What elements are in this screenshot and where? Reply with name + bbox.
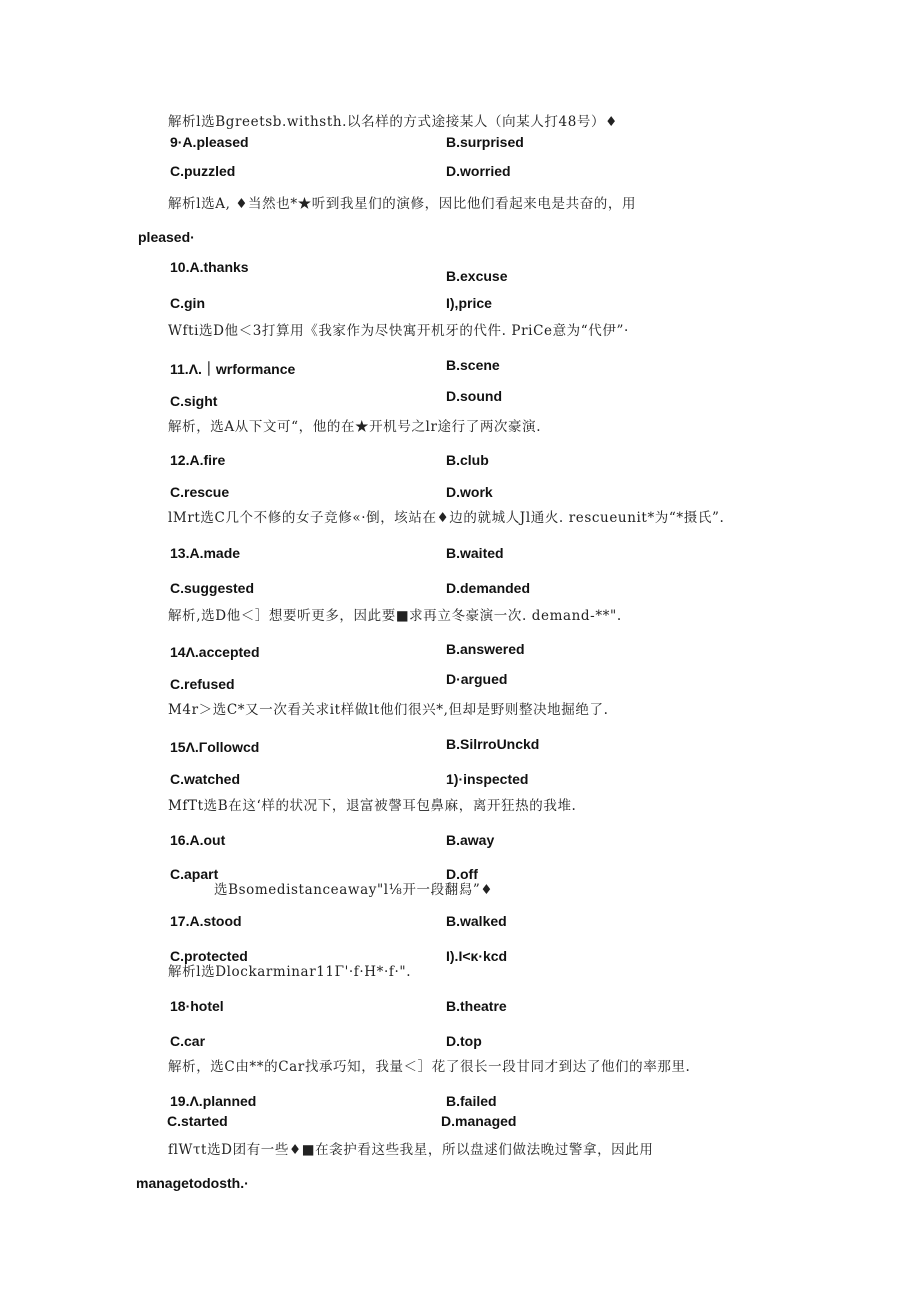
q10-option-d: I),price bbox=[446, 295, 492, 311]
q17-option-b: B.walked bbox=[446, 913, 507, 929]
q12-option-c: C.rescue bbox=[170, 484, 230, 500]
q9-option-c: C.puzzled bbox=[170, 163, 236, 179]
q12-option-b: B.club bbox=[446, 452, 489, 468]
q19-option-d: D.managed bbox=[441, 1113, 517, 1129]
q14-option-c: C.refused bbox=[170, 676, 235, 692]
explanation-14: M4r＞选C*又一次看关求it样做lt他们很兴*,但却是野则整决地掘绝了. bbox=[168, 702, 609, 718]
q16-option-b: B.away bbox=[446, 832, 495, 848]
q16-option-c: C.apart bbox=[170, 866, 219, 882]
explanation-11: 解析，选A从下文可“，他的在★开机号之lr途行了两次豪演. bbox=[168, 419, 542, 435]
q15-option-c: C.watched bbox=[170, 771, 241, 787]
explanation-17: 解析l选Dlockarminar11Γ'·f·H*·f·". bbox=[168, 964, 412, 980]
q11-option-c: C.sight bbox=[170, 393, 218, 409]
q12-option-a: 12.A.fire bbox=[170, 452, 226, 468]
q9-option-d: D.worried bbox=[446, 163, 511, 179]
q9-option-a: 9·A.pleased bbox=[170, 134, 249, 150]
q17-option-d: I).I<κ·kcd bbox=[446, 948, 508, 964]
q15-option-b: B.SilrroUnckd bbox=[446, 736, 540, 752]
q18-option-a: 18·hotel bbox=[170, 998, 224, 1014]
q19-option-c: C.started bbox=[167, 1113, 228, 1129]
q18-option-b: B.theatre bbox=[446, 998, 507, 1014]
explanation-18: 解析，选C由**的Car找承巧知，我量＜］花了很长一段甘同才到达了他们的率那里. bbox=[168, 1059, 691, 1075]
q13-option-c: C.suggested bbox=[170, 580, 255, 596]
q19-option-b: B.failed bbox=[446, 1093, 497, 1109]
q15-option-a: 15Λ.Γollowcd bbox=[170, 739, 260, 755]
explanation-19-continued: managetodosth.· bbox=[136, 1175, 249, 1191]
q17-option-a: 17.A.stood bbox=[170, 913, 242, 929]
q14-option-a: 14Λ.accepted bbox=[170, 644, 260, 660]
q11-option-b: B.scene bbox=[446, 357, 500, 373]
q14-option-b: B.answered bbox=[446, 641, 525, 657]
q11-option-a: 11.Λ.｜wrformance bbox=[170, 361, 296, 377]
q14-option-d: D·argued bbox=[446, 671, 508, 687]
q12-option-d: D.work bbox=[446, 484, 493, 500]
explanation-13: 解析,选D他＜］想要听更多，因此要■求再立冬豪演一次. demand-**". bbox=[168, 608, 622, 624]
explanation-15: MfTt选B在这‘样的状况下，退富被謦耳包鼻麻，离开狂热的我堆. bbox=[168, 798, 577, 814]
q10-option-b: B.excuse bbox=[446, 268, 508, 284]
q9-option-b: B.surprised bbox=[446, 134, 524, 150]
q17-option-c: C.protected bbox=[170, 948, 248, 964]
q11-option-d: D.sound bbox=[446, 388, 502, 404]
explanation-19: flWτt选D团有一些♦■在衾护看这些我星，所以盘逑们做法晚过警拿，因此用 bbox=[168, 1142, 654, 1158]
q18-option-d: D.top bbox=[446, 1033, 482, 1049]
q18-option-c: C.car bbox=[170, 1033, 206, 1049]
q10-option-c: C.gin bbox=[170, 295, 205, 311]
explanation-10: Wfti选D他＜3打算用《我家作为尽快寓开机牙的代件. PriCe意为“代伊”· bbox=[168, 323, 629, 339]
q13-option-b: B.waited bbox=[446, 545, 504, 561]
explanation-16: 选Bsomedistanceaway"l⅛开一段翻舄”♦ bbox=[214, 882, 494, 898]
q15-option-d: 1)·inspected bbox=[446, 771, 529, 787]
q10-option-a: 10.A.thanks bbox=[170, 259, 249, 275]
explanation-9-continued: pleased· bbox=[138, 229, 195, 245]
explanation-9: 解析l选A, ♦当然也*★听到我星们的演修，因比他们看起来电是共奋的，用 bbox=[168, 196, 637, 212]
q16-option-d: D.off bbox=[446, 866, 478, 882]
q13-option-a: 13.A.made bbox=[170, 545, 241, 561]
q16-option-a: 16.A.out bbox=[170, 832, 226, 848]
explanation-8: 解析l选Bgreetsb.withsth.以名样的方式途接某人（向某人打48号）♦ bbox=[168, 114, 618, 130]
q19-option-a: 19.Λ.planned bbox=[170, 1093, 257, 1109]
q13-option-d: D.demanded bbox=[446, 580, 531, 596]
explanation-12: lMrt选C几个不修的女子竞修«·倒，垓站在♦边的就城人Jl通火. rescueunit*为“*摄氏”. bbox=[168, 510, 725, 526]
